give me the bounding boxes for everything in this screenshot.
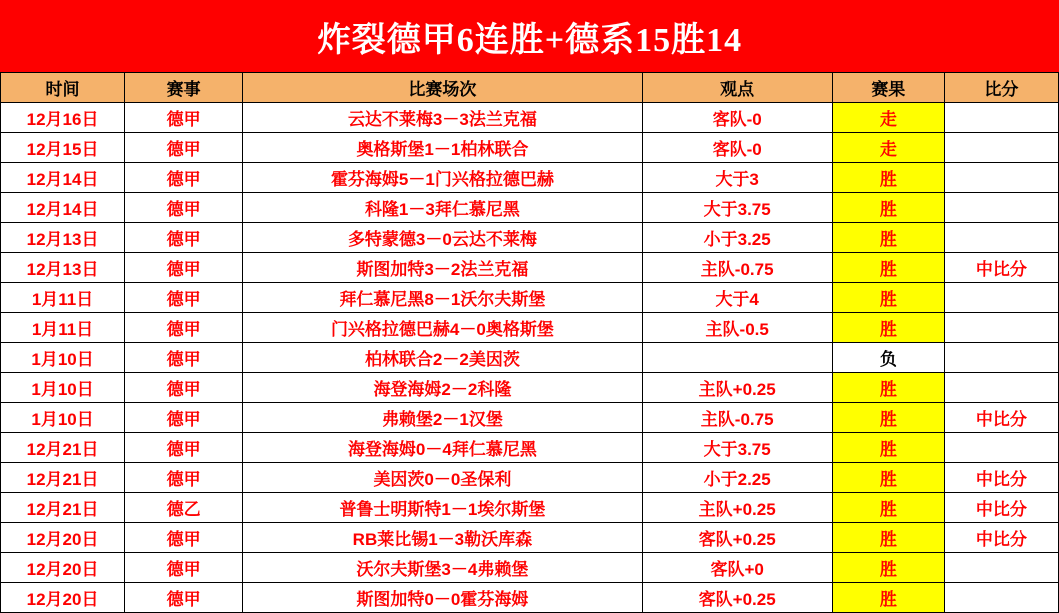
cell-league: 德甲 [125,253,243,283]
cell-match: 奥格斯堡1－1柏林联合 [243,133,642,163]
cell-match: 海登海姆2－2科隆 [243,373,642,403]
cell-time: 12月20日 [1,583,125,613]
banner [0,0,1059,72]
table-header [1,73,1059,103]
column-header-score: 比分 [944,73,1058,103]
cell-time: 12月20日 [1,523,125,553]
cell-result: 胜 [832,313,944,343]
cell-result: 胜 [832,223,944,253]
cell-score: 中比分 [944,253,1058,283]
cell-result: 胜 [832,583,944,613]
cell-result: 胜 [832,463,944,493]
table-row [1,403,1059,433]
table-row [1,163,1059,193]
cell-league: 德甲 [125,523,243,553]
cell-league: 德乙 [125,493,243,523]
cell-view: 主队-0.75 [642,253,832,283]
cell-view: 客队+0 [642,553,832,583]
table-row [1,553,1059,583]
cell-view: 大于4 [642,283,832,313]
cell-match: 门兴格拉德巴赫4－0奥格斯堡 [243,313,642,343]
cell-league: 德甲 [125,133,243,163]
cell-result: 胜 [832,553,944,583]
cell-match: 海登海姆0－4拜仁慕尼黑 [243,433,642,463]
cell-view: 小于2.25 [642,463,832,493]
table-row [1,313,1059,343]
cell-league: 德甲 [125,403,243,433]
table-header-row [1,73,1059,103]
cell-result: 胜 [832,493,944,523]
cell-score: 中比分 [944,523,1058,553]
table-row [1,343,1059,373]
cell-match: 普鲁士明斯特1－1埃尔斯堡 [243,493,642,523]
cell-score [944,373,1058,403]
cell-league: 德甲 [125,463,243,493]
cell-result: 胜 [832,283,944,313]
cell-time: 12月20日 [1,553,125,583]
cell-result: 胜 [832,163,944,193]
cell-league: 德甲 [125,193,243,223]
cell-score: 中比分 [944,463,1058,493]
cell-score [944,163,1058,193]
cell-result: 胜 [832,433,944,463]
cell-time: 12月13日 [1,253,125,283]
table-row [1,493,1059,523]
column-header-view: 观点 [642,73,832,103]
cell-match: 科隆1－3拜仁慕尼黑 [243,193,642,223]
results-table [0,72,1059,613]
cell-match: RB莱比锡1－3勒沃库森 [243,523,642,553]
cell-view: 客队-0 [642,103,832,133]
cell-league: 德甲 [125,373,243,403]
cell-league: 德甲 [125,163,243,193]
table-row [1,283,1059,313]
cell-match: 柏林联合2－2美因茨 [243,343,642,373]
cell-league: 德甲 [125,433,243,463]
cell-time: 12月16日 [1,103,125,133]
cell-view: 客队+0.25 [642,583,832,613]
cell-time: 12月21日 [1,433,125,463]
cell-time: 1月10日 [1,403,125,433]
cell-time: 1月11日 [1,283,125,313]
cell-time: 12月21日 [1,493,125,523]
cell-league: 德甲 [125,283,243,313]
cell-result: 胜 [832,523,944,553]
cell-league: 德甲 [125,103,243,133]
cell-view: 主队+0.25 [642,373,832,403]
cell-time: 12月14日 [1,163,125,193]
cell-match: 斯图加特0－0霍芬海姆 [243,583,642,613]
column-header-match: 比赛场次 [243,73,642,103]
cell-view [642,343,832,373]
cell-score: 中比分 [944,493,1058,523]
cell-time: 12月15日 [1,133,125,163]
cell-score [944,133,1058,163]
cell-score: 中比分 [944,403,1058,433]
cell-league: 德甲 [125,343,243,373]
cell-score [944,283,1058,313]
page-title: 炸裂德甲6连胜+德系15胜14 [316,21,743,59]
cell-league: 德甲 [125,583,243,613]
cell-league: 德甲 [125,313,243,343]
column-header-time: 时间 [1,73,125,103]
cell-result: 胜 [832,253,944,283]
table-row [1,193,1059,223]
cell-result: 走 [832,133,944,163]
table-row [1,373,1059,403]
cell-match: 多特蒙德3－0云达不莱梅 [243,223,642,253]
cell-result: 负 [832,343,944,373]
cell-league: 德甲 [125,553,243,583]
cell-score [944,103,1058,133]
cell-time: 1月10日 [1,343,125,373]
cell-match: 拜仁慕尼黑8－1沃尔夫斯堡 [243,283,642,313]
cell-time: 12月13日 [1,223,125,253]
cell-time: 1月11日 [1,313,125,343]
table-row [1,583,1059,613]
cell-match: 美因茨0－0圣保利 [243,463,642,493]
cell-score [944,343,1058,373]
cell-match: 弗赖堡2－1汉堡 [243,403,642,433]
cell-match: 霍芬海姆5－1门兴格拉德巴赫 [243,163,642,193]
cell-view: 小于3.25 [642,223,832,253]
cell-score [944,583,1058,613]
column-header-league: 赛事 [125,73,243,103]
cell-view: 客队-0 [642,133,832,163]
table-row [1,463,1059,493]
cell-score [944,193,1058,223]
cell-view: 客队+0.25 [642,523,832,553]
table-row [1,103,1059,133]
cell-result: 胜 [832,373,944,403]
table-row [1,223,1059,253]
cell-result: 胜 [832,403,944,433]
cell-score [944,433,1058,463]
cell-view: 大于3.75 [642,193,832,223]
cell-result: 胜 [832,193,944,223]
column-header-result: 赛果 [832,73,944,103]
cell-score [944,553,1058,583]
cell-score [944,223,1058,253]
cell-view: 主队-0.5 [642,313,832,343]
cell-view: 主队-0.75 [642,403,832,433]
cell-time: 12月14日 [1,193,125,223]
cell-league: 德甲 [125,223,243,253]
cell-view: 主队+0.25 [642,493,832,523]
cell-result: 走 [832,103,944,133]
cell-time: 1月10日 [1,373,125,403]
cell-score [944,313,1058,343]
table-row [1,433,1059,463]
table-row [1,523,1059,553]
table-body [1,103,1059,613]
table-row [1,253,1059,283]
cell-time: 12月21日 [1,463,125,493]
cell-match: 沃尔夫斯堡3－4弗赖堡 [243,553,642,583]
cell-match: 斯图加特3－2法兰克福 [243,253,642,283]
table-row [1,133,1059,163]
cell-view: 大于3.75 [642,433,832,463]
cell-view: 大于3 [642,163,832,193]
cell-match: 云达不莱梅3－3法兰克福 [243,103,642,133]
